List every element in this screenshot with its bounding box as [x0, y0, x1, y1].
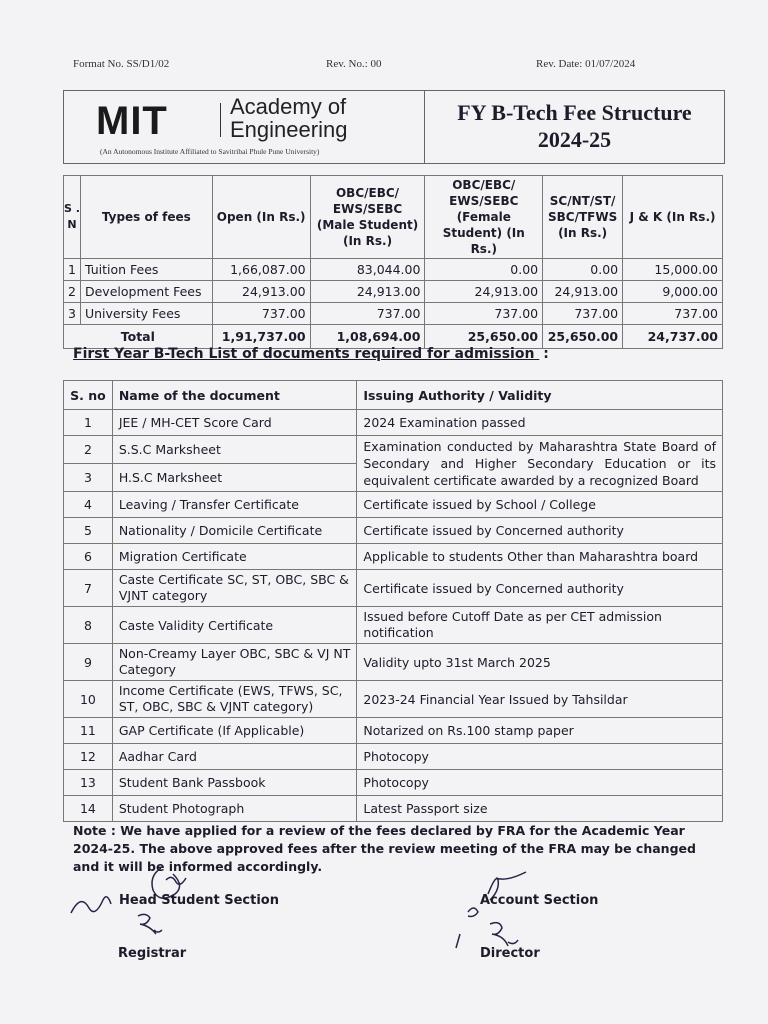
fee-open: 737.00: [212, 303, 310, 325]
affiliation-text: (An Autonomous Institute Affiliated to Savitribai Phule Pune University): [100, 147, 320, 156]
document-row: [64, 410, 723, 436]
institute-name-line2: Engineering: [230, 117, 348, 142]
logo-divider: [220, 103, 221, 137]
document-name: JEE / MH-CET Score Card: [112, 410, 357, 436]
fee-total-row: [64, 325, 723, 349]
document-row: [64, 796, 723, 822]
document-authority: Issued before Cutoff Date as per CET admission notification: [357, 607, 723, 644]
document-name: Student Photograph: [112, 796, 357, 822]
document-name: S.S.C Marksheet: [112, 436, 357, 464]
fee-type: Tuition Fees: [80, 259, 212, 281]
document-name: H.S.C Marksheet: [112, 464, 357, 492]
document-name: GAP Certificate (If Applicable): [112, 718, 357, 744]
document-sn: 12: [64, 744, 113, 770]
head-student-section-label: Head Student Section: [119, 893, 279, 908]
docs-header-name: Name of the document: [112, 381, 357, 410]
document-name: Caste Validity Certificate: [112, 607, 357, 644]
fee-type: Development Fees: [80, 281, 212, 303]
document-authority: 2024 Examination passed: [357, 410, 723, 436]
document-authority: 2023-24 Financial Year Issued by Tahsildar: [357, 681, 723, 718]
fee-obc-female: 24,913.00: [425, 281, 543, 303]
fee-header-type: Types of fees: [80, 176, 212, 259]
fee-header-open: Open (In Rs.): [212, 176, 310, 259]
fee-total-obc-female: 25,650.00: [425, 325, 543, 349]
document-sn: 4: [64, 492, 113, 518]
document-sn: 13: [64, 770, 113, 796]
institute-name: [230, 95, 347, 141]
document-header: [63, 90, 725, 164]
docs-header-sn: S. no: [64, 381, 113, 410]
document-row: [64, 718, 723, 744]
revision-date: Rev. Date: 01/07/2024: [536, 58, 636, 70]
docs-header-authority: Issuing Authority / Validity: [357, 381, 723, 410]
document-row: [64, 607, 723, 644]
document-row: [64, 492, 723, 518]
documents-title-colon: :: [543, 346, 549, 362]
document-row: [64, 436, 723, 464]
fee-table: [63, 175, 723, 349]
fee-obc-male: 24,913.00: [310, 281, 425, 303]
document-authority: Applicable to students Other than Maharashtra board: [357, 544, 723, 570]
fee-sn: 2: [64, 281, 81, 303]
document-authority: Certificate issued by School / College: [357, 492, 723, 518]
fee-header-jk: J & K (In Rs.): [623, 176, 723, 259]
documents-title-text: First Year B-Tech List of documents required for admission: [73, 346, 535, 362]
account-section-label: Account Section: [480, 893, 599, 908]
document-sn: 1: [64, 410, 113, 436]
fee-sn: 3: [64, 303, 81, 325]
fee-type: University Fees: [80, 303, 212, 325]
fee-sc: 737.00: [543, 303, 623, 325]
fee-header-sc: SC/NT/ST/ SBC/TFWS (In Rs.): [543, 176, 623, 259]
document-name: Aadhar Card: [112, 744, 357, 770]
document-authority: Photocopy: [357, 744, 723, 770]
document-row: [64, 744, 723, 770]
fee-row: [64, 259, 723, 281]
registrar-label: Registrar: [118, 946, 187, 961]
revision-number: Rev. No.: 00: [326, 58, 382, 70]
fees-note: Note : We have applied for a review of the fees declared by FRA for the Academic Year 2024-25. The above approved fees after the review meeting of the FRA may be changed and it will be informed accordingly.: [73, 823, 696, 874]
document-name: Caste Certificate SC, ST, OBC, SBC & VJNT category: [112, 570, 357, 607]
title-line2: 2024-25: [537, 127, 612, 152]
document-sn: 10: [64, 681, 113, 718]
document-sn: 5: [64, 518, 113, 544]
fee-total-label: Total: [64, 325, 213, 349]
fee-open: 1,66,087.00: [212, 259, 310, 281]
fee-open: 24,913.00: [212, 281, 310, 303]
fee-obc-female: 737.00: [425, 303, 543, 325]
document-authority: Examination conducted by Maharashtra State Board of Secondary and Higher Secondary Education or its equivalent certificate awarded by a recognized Board: [357, 436, 723, 492]
fee-header-obc-male: OBC/EBC/ EWS/SEBC (Male Student) (In Rs.): [310, 176, 425, 259]
fee-header-obc-female: OBC/EBC/ EWS/SEBC (Female Student) (In Rs.): [425, 176, 543, 259]
institute-logo-block: [64, 91, 425, 163]
documents-section-title: [73, 346, 549, 362]
fee-jk: 15,000.00: [623, 259, 723, 281]
document-sn: 9: [64, 644, 113, 681]
document-sn: 8: [64, 607, 113, 644]
fee-obc-male: 737.00: [310, 303, 425, 325]
document-sn: 6: [64, 544, 113, 570]
document-sn: 2: [64, 436, 113, 464]
document-name: Migration Certificate: [112, 544, 357, 570]
document-title: [425, 91, 724, 163]
fee-row: [64, 281, 723, 303]
document-name: Income Certificate (EWS, TFWS, SC, ST, OBC, SBC & VJNT category): [112, 681, 357, 718]
fee-sc: 0.00: [543, 259, 623, 281]
document-sn: 14: [64, 796, 113, 822]
document-row: [64, 770, 723, 796]
document-name: Student Bank Passbook: [112, 770, 357, 796]
title-line1: FY B-Tech Fee Structure: [457, 100, 692, 125]
document-name: Non-Creamy Layer OBC, SBC & VJ NT Category: [112, 644, 357, 681]
document-sn: 11: [64, 718, 113, 744]
documents-table-header: [64, 381, 723, 410]
institute-name-line1: Academy of: [230, 94, 347, 119]
format-number: Format No. SS/D1/02: [73, 58, 170, 70]
document-row: [64, 518, 723, 544]
fee-obc-male: 83,044.00: [310, 259, 425, 281]
document-sn: 3: [64, 464, 113, 492]
fee-jk: 9,000.00: [623, 281, 723, 303]
document-authority: Notarized on Rs.100 stamp paper: [357, 718, 723, 744]
document-authority: Certificate issued by Concerned authority: [357, 518, 723, 544]
document-name: Leaving / Transfer Certificate: [112, 492, 357, 518]
document-authority: Validity upto 31st March 2025: [357, 644, 723, 681]
document-authority: Certificate issued by Concerned authority: [357, 570, 723, 607]
fee-table-header: [64, 176, 723, 259]
fee-header-sn: S . N: [64, 176, 81, 259]
documents-table: [63, 380, 723, 822]
fee-total-open: 1,91,737.00: [212, 325, 310, 349]
director-label: Director: [480, 946, 540, 961]
document-row: [64, 644, 723, 681]
document-row: [64, 544, 723, 570]
fee-total-obc-male: 1,08,694.00: [310, 325, 425, 349]
fee-row: [64, 303, 723, 325]
fee-sn: 1: [64, 259, 81, 281]
document-name: Nationality / Domicile Certificate: [112, 518, 357, 544]
fee-sc: 24,913.00: [543, 281, 623, 303]
mit-logo: MIT: [96, 99, 168, 143]
document-authority: Latest Passport size: [357, 796, 723, 822]
document-authority: Photocopy: [357, 770, 723, 796]
document-row: [64, 681, 723, 718]
fee-total-sc: 25,650.00: [543, 325, 623, 349]
fee-jk: 737.00: [623, 303, 723, 325]
document-sn: 7: [64, 570, 113, 607]
document-row: [64, 570, 723, 607]
fee-total-jk: 24,737.00: [623, 325, 723, 349]
fee-obc-female: 0.00: [425, 259, 543, 281]
